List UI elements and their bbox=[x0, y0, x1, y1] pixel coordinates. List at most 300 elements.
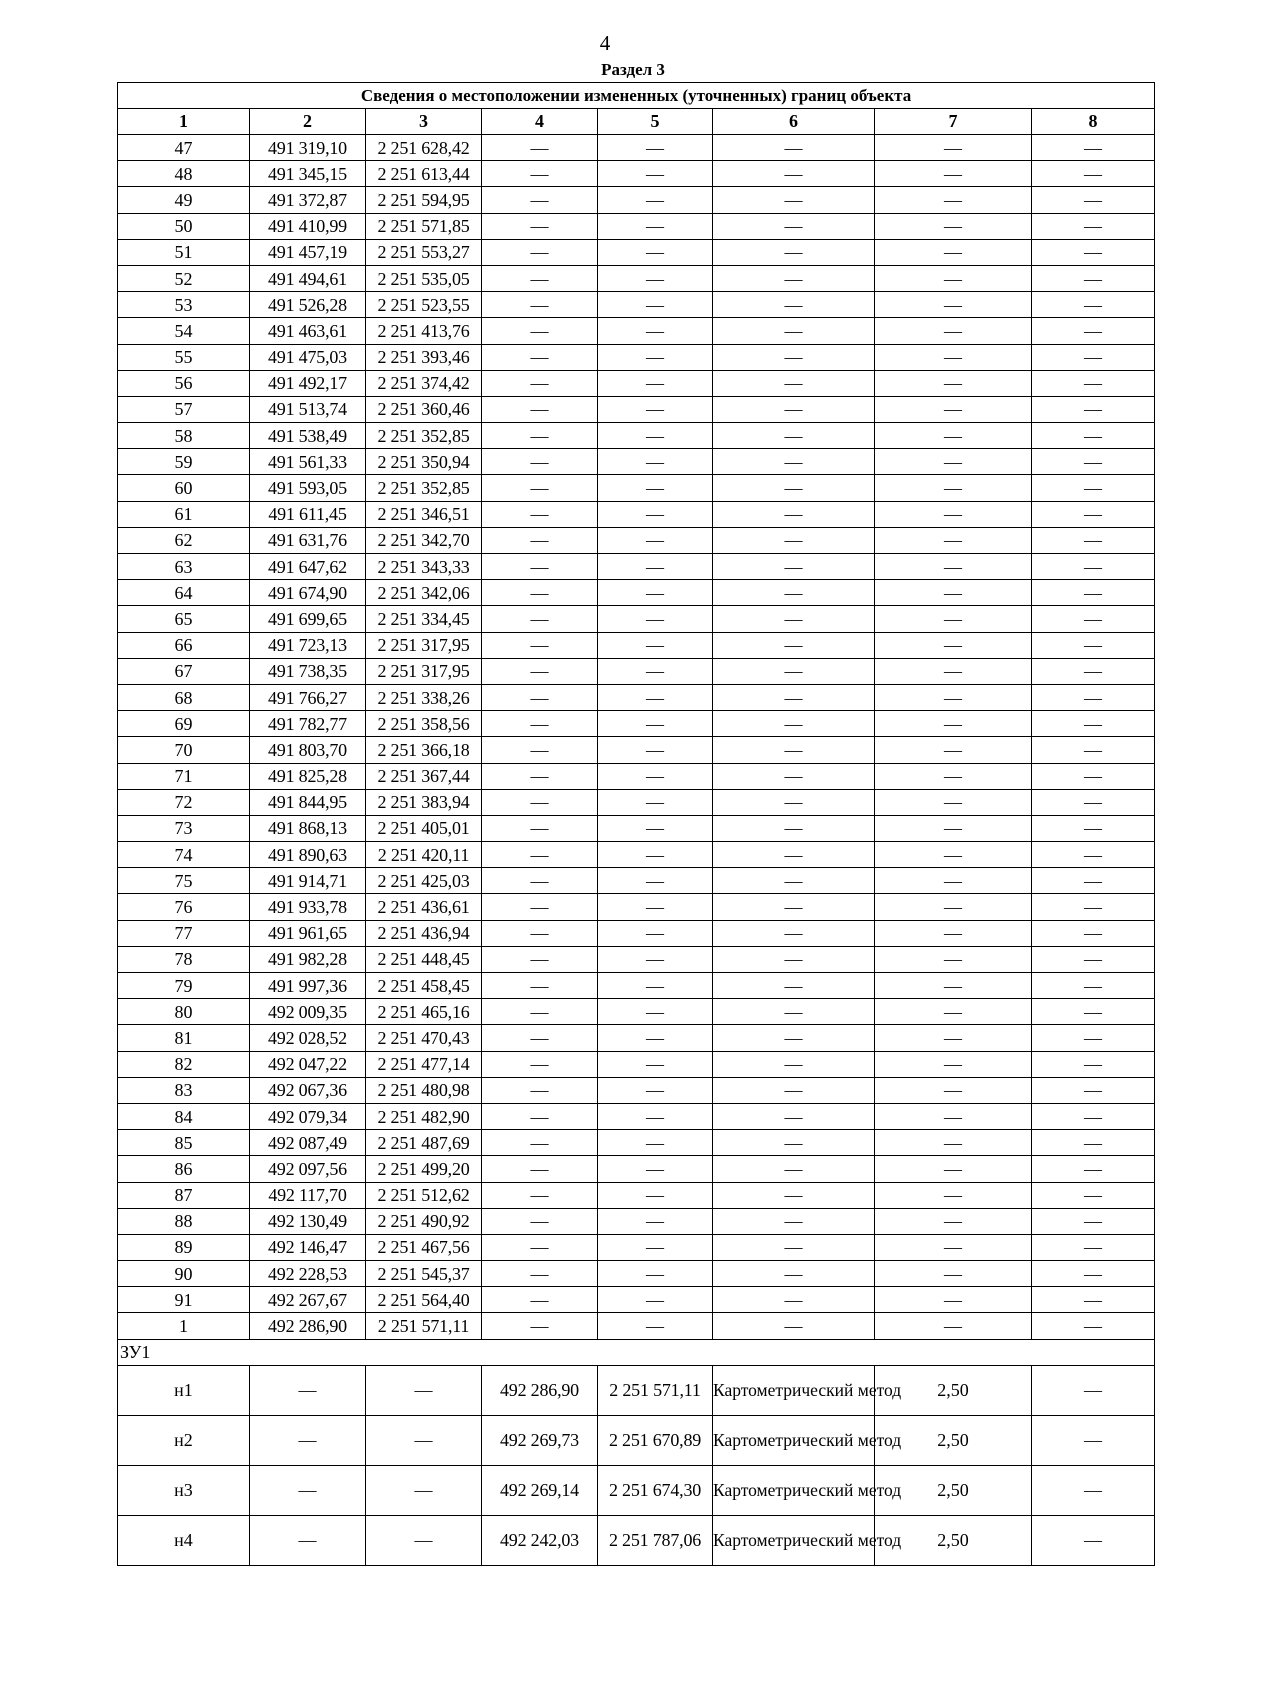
table-row bbox=[118, 1051, 1155, 1077]
empty-cell-dash: — bbox=[598, 213, 713, 239]
empty-cell-dash: — bbox=[713, 737, 875, 763]
x-coordinate: 491 463,61 bbox=[250, 318, 366, 344]
table-row bbox=[118, 580, 1155, 606]
table-row bbox=[118, 606, 1155, 632]
empty-cell-dash: — bbox=[482, 213, 598, 239]
empty-cell-dash: — bbox=[713, 973, 875, 999]
empty-cell-dash: — bbox=[713, 1313, 875, 1339]
point-number: 60 bbox=[118, 475, 250, 501]
table-row bbox=[118, 842, 1155, 868]
empty-cell-dash: — bbox=[713, 1025, 875, 1051]
section-title: Раздел 3 bbox=[601, 60, 665, 79]
empty-cell-dash: — bbox=[1032, 815, 1155, 841]
empty-cell-dash: — bbox=[713, 946, 875, 972]
empty-cell-dash: — bbox=[482, 161, 598, 187]
table-row bbox=[118, 1182, 1155, 1208]
point-number: 72 bbox=[118, 789, 250, 815]
empty-cell-dash: — bbox=[875, 318, 1032, 344]
table-row bbox=[118, 999, 1155, 1025]
table-row bbox=[118, 920, 1155, 946]
empty-cell-dash: — bbox=[482, 135, 598, 161]
y-coordinate: 2 251 553,27 bbox=[366, 239, 482, 265]
empty-cell-dash: — bbox=[713, 344, 875, 370]
empty-cell-dash: — bbox=[1032, 1234, 1155, 1260]
empty-cell-dash: — bbox=[482, 1077, 598, 1103]
empty-cell-dash: — bbox=[875, 763, 1032, 789]
empty-cell-dash: — bbox=[875, 527, 1032, 553]
empty-cell-dash: — bbox=[366, 1365, 482, 1415]
new-y-coordinate: 2 251 670,89 bbox=[598, 1415, 713, 1465]
accuracy: 2,50 bbox=[875, 1465, 1032, 1515]
empty-cell-dash: — bbox=[1032, 868, 1155, 894]
empty-cell-dash: — bbox=[713, 632, 875, 658]
y-coordinate: 2 251 564,40 bbox=[366, 1287, 482, 1313]
empty-cell-dash: — bbox=[1032, 946, 1155, 972]
determination-method: Картометрический метод bbox=[713, 1415, 875, 1465]
empty-cell-dash: — bbox=[875, 1313, 1032, 1339]
table-row bbox=[118, 1465, 1155, 1515]
empty-cell-dash: — bbox=[482, 737, 598, 763]
empty-cell-dash: — bbox=[713, 868, 875, 894]
y-coordinate: 2 251 343,33 bbox=[366, 554, 482, 580]
empty-cell-dash: — bbox=[713, 423, 875, 449]
empty-cell-dash: — bbox=[875, 1130, 1032, 1156]
empty-cell-dash: — bbox=[482, 684, 598, 710]
empty-cell-dash: — bbox=[482, 894, 598, 920]
x-coordinate: 492 267,67 bbox=[250, 1287, 366, 1313]
x-coordinate: 492 009,35 bbox=[250, 999, 366, 1025]
y-coordinate: 2 251 317,95 bbox=[366, 632, 482, 658]
point-number: 75 bbox=[118, 868, 250, 894]
point-number: 90 bbox=[118, 1261, 250, 1287]
empty-cell-dash: — bbox=[598, 554, 713, 580]
y-coordinate: 2 251 470,43 bbox=[366, 1025, 482, 1051]
y-coordinate: 2 251 413,76 bbox=[366, 318, 482, 344]
empty-cell-dash: — bbox=[598, 1025, 713, 1051]
empty-cell-dash: — bbox=[482, 423, 598, 449]
empty-cell-dash: — bbox=[598, 580, 713, 606]
y-coordinate: 2 251 352,85 bbox=[366, 423, 482, 449]
empty-cell-dash: — bbox=[598, 815, 713, 841]
point-number: 59 bbox=[118, 449, 250, 475]
y-coordinate: 2 251 458,45 bbox=[366, 973, 482, 999]
x-coordinate: 491 738,35 bbox=[250, 658, 366, 684]
point-number: 91 bbox=[118, 1287, 250, 1313]
table-row bbox=[118, 711, 1155, 737]
point-number: 84 bbox=[118, 1103, 250, 1129]
point-number: 58 bbox=[118, 423, 250, 449]
empty-cell-dash: — bbox=[482, 265, 598, 291]
empty-cell-dash: — bbox=[1032, 527, 1155, 553]
table-row bbox=[118, 789, 1155, 815]
empty-cell-dash: — bbox=[875, 737, 1032, 763]
accuracy: 2,50 bbox=[875, 1415, 1032, 1465]
table-row bbox=[118, 213, 1155, 239]
y-coordinate: 2 251 628,42 bbox=[366, 135, 482, 161]
x-coordinate: 492 028,52 bbox=[250, 1025, 366, 1051]
empty-cell-dash: — bbox=[598, 449, 713, 475]
empty-cell-dash: — bbox=[1032, 606, 1155, 632]
table-body bbox=[118, 135, 1155, 1566]
empty-cell-dash: — bbox=[713, 501, 875, 527]
empty-cell-dash: — bbox=[366, 1415, 482, 1465]
empty-cell-dash: — bbox=[875, 1234, 1032, 1260]
empty-cell-dash: — bbox=[713, 527, 875, 553]
empty-cell-dash: — bbox=[875, 1103, 1032, 1129]
empty-cell-dash: — bbox=[875, 894, 1032, 920]
empty-cell-dash: — bbox=[875, 396, 1032, 422]
empty-cell-dash: — bbox=[1032, 1051, 1155, 1077]
column-number: 4 bbox=[482, 109, 598, 135]
empty-cell-dash: — bbox=[713, 135, 875, 161]
group-label: ЗУ1 bbox=[118, 1339, 1155, 1365]
x-coordinate: 491 513,74 bbox=[250, 396, 366, 422]
y-coordinate: 2 251 535,05 bbox=[366, 265, 482, 291]
x-coordinate: 492 047,22 bbox=[250, 1051, 366, 1077]
empty-cell-dash: — bbox=[713, 1287, 875, 1313]
empty-cell-dash: — bbox=[482, 501, 598, 527]
accuracy: 2,50 bbox=[875, 1365, 1032, 1415]
empty-cell-dash: — bbox=[482, 711, 598, 737]
empty-cell-dash: — bbox=[1032, 554, 1155, 580]
x-coordinate: 491 997,36 bbox=[250, 973, 366, 999]
empty-cell-dash: — bbox=[875, 1208, 1032, 1234]
x-coordinate: 491 319,10 bbox=[250, 135, 366, 161]
y-coordinate: 2 251 366,18 bbox=[366, 737, 482, 763]
empty-cell-dash: — bbox=[482, 1182, 598, 1208]
y-coordinate: 2 251 374,42 bbox=[366, 370, 482, 396]
empty-cell-dash: — bbox=[482, 1234, 598, 1260]
accuracy: 2,50 bbox=[875, 1515, 1032, 1565]
empty-cell-dash: — bbox=[1032, 920, 1155, 946]
y-coordinate: 2 251 317,95 bbox=[366, 658, 482, 684]
empty-cell-dash: — bbox=[713, 1234, 875, 1260]
empty-cell-dash: — bbox=[1032, 789, 1155, 815]
empty-cell-dash: — bbox=[713, 920, 875, 946]
empty-cell-dash: — bbox=[482, 999, 598, 1025]
y-coordinate: 2 251 594,95 bbox=[366, 187, 482, 213]
table-row bbox=[118, 894, 1155, 920]
table-row bbox=[118, 946, 1155, 972]
empty-cell-dash: — bbox=[598, 135, 713, 161]
x-coordinate: 491 674,90 bbox=[250, 580, 366, 606]
point-number: н1 bbox=[118, 1365, 250, 1415]
point-number: 74 bbox=[118, 842, 250, 868]
empty-cell-dash: — bbox=[713, 1130, 875, 1156]
empty-cell-dash: — bbox=[1032, 370, 1155, 396]
point-number: 71 bbox=[118, 763, 250, 789]
empty-cell-dash: — bbox=[875, 999, 1032, 1025]
empty-cell-dash: — bbox=[1032, 580, 1155, 606]
table-row bbox=[118, 1261, 1155, 1287]
point-number: 81 bbox=[118, 1025, 250, 1051]
point-number: 52 bbox=[118, 265, 250, 291]
point-number: 85 bbox=[118, 1130, 250, 1156]
empty-cell-dash: — bbox=[598, 396, 713, 422]
empty-cell-dash: — bbox=[713, 1051, 875, 1077]
point-number: 51 bbox=[118, 239, 250, 265]
empty-cell-dash: — bbox=[482, 318, 598, 344]
x-coordinate: 491 526,28 bbox=[250, 292, 366, 318]
empty-cell-dash: — bbox=[482, 632, 598, 658]
table-row bbox=[118, 815, 1155, 841]
empty-cell-dash: — bbox=[875, 1261, 1032, 1287]
empty-cell-dash: — bbox=[875, 370, 1032, 396]
y-coordinate: 2 251 477,14 bbox=[366, 1051, 482, 1077]
table-row bbox=[118, 868, 1155, 894]
empty-cell-dash: — bbox=[713, 213, 875, 239]
column-number: 2 bbox=[250, 109, 366, 135]
empty-cell-dash: — bbox=[598, 318, 713, 344]
empty-cell-dash: — bbox=[1032, 632, 1155, 658]
empty-cell-dash: — bbox=[875, 946, 1032, 972]
point-number: 49 bbox=[118, 187, 250, 213]
empty-cell-dash: — bbox=[1032, 1025, 1155, 1051]
empty-cell-dash: — bbox=[1032, 1130, 1155, 1156]
empty-cell-dash: — bbox=[1032, 1182, 1155, 1208]
point-number: 78 bbox=[118, 946, 250, 972]
empty-cell-dash: — bbox=[1032, 1077, 1155, 1103]
x-coordinate: 491 475,03 bbox=[250, 344, 366, 370]
table-row bbox=[118, 396, 1155, 422]
y-coordinate: 2 251 393,46 bbox=[366, 344, 482, 370]
empty-cell-dash: — bbox=[598, 1234, 713, 1260]
empty-cell-dash: — bbox=[713, 1182, 875, 1208]
table-row bbox=[118, 658, 1155, 684]
empty-cell-dash: — bbox=[1032, 213, 1155, 239]
empty-cell-dash: — bbox=[482, 187, 598, 213]
empty-cell-dash: — bbox=[598, 894, 713, 920]
table-row bbox=[118, 1077, 1155, 1103]
y-coordinate: 2 251 487,69 bbox=[366, 1130, 482, 1156]
empty-cell-dash: — bbox=[875, 292, 1032, 318]
empty-cell-dash: — bbox=[250, 1515, 366, 1565]
empty-cell-dash: — bbox=[482, 763, 598, 789]
point-number: 48 bbox=[118, 161, 250, 187]
empty-cell-dash: — bbox=[875, 580, 1032, 606]
point-number: 63 bbox=[118, 554, 250, 580]
empty-cell-dash: — bbox=[482, 868, 598, 894]
empty-cell-dash: — bbox=[366, 1515, 482, 1565]
empty-cell-dash: — bbox=[598, 973, 713, 999]
empty-cell-dash: — bbox=[713, 554, 875, 580]
y-coordinate: 2 251 334,45 bbox=[366, 606, 482, 632]
empty-cell-dash: — bbox=[482, 396, 598, 422]
empty-cell-dash: — bbox=[1032, 501, 1155, 527]
empty-cell-dash: — bbox=[598, 684, 713, 710]
table-row bbox=[118, 370, 1155, 396]
table-row bbox=[118, 423, 1155, 449]
empty-cell-dash: — bbox=[482, 527, 598, 553]
empty-cell-dash: — bbox=[713, 606, 875, 632]
y-coordinate: 2 251 436,61 bbox=[366, 894, 482, 920]
x-coordinate: 492 097,56 bbox=[250, 1156, 366, 1182]
empty-cell-dash: — bbox=[482, 1103, 598, 1129]
point-number: 54 bbox=[118, 318, 250, 344]
y-coordinate: 2 251 358,56 bbox=[366, 711, 482, 737]
column-number: 5 bbox=[598, 109, 713, 135]
y-coordinate: 2 251 523,55 bbox=[366, 292, 482, 318]
empty-cell-dash: — bbox=[713, 396, 875, 422]
empty-cell-dash: — bbox=[1032, 894, 1155, 920]
empty-cell-dash: — bbox=[598, 842, 713, 868]
table-row bbox=[118, 527, 1155, 553]
empty-cell-dash: — bbox=[598, 475, 713, 501]
empty-cell-dash: — bbox=[1032, 1103, 1155, 1129]
empty-cell-dash: — bbox=[1032, 737, 1155, 763]
x-coordinate: 491 890,63 bbox=[250, 842, 366, 868]
empty-cell-dash: — bbox=[713, 842, 875, 868]
x-coordinate: 491 782,77 bbox=[250, 711, 366, 737]
table-row bbox=[118, 684, 1155, 710]
y-coordinate: 2 251 436,94 bbox=[366, 920, 482, 946]
x-coordinate: 491 803,70 bbox=[250, 737, 366, 763]
empty-cell-dash: — bbox=[1032, 999, 1155, 1025]
y-coordinate: 2 251 448,45 bbox=[366, 946, 482, 972]
table-row bbox=[118, 1365, 1155, 1415]
empty-cell-dash: — bbox=[875, 449, 1032, 475]
empty-cell-dash: — bbox=[598, 501, 713, 527]
empty-cell-dash: — bbox=[598, 658, 713, 684]
empty-cell-dash: — bbox=[1032, 344, 1155, 370]
empty-cell-dash: — bbox=[598, 606, 713, 632]
empty-cell-dash: — bbox=[713, 1156, 875, 1182]
empty-cell-dash: — bbox=[713, 239, 875, 265]
empty-cell-dash: — bbox=[598, 1103, 713, 1129]
point-number: 61 bbox=[118, 501, 250, 527]
y-coordinate: 2 251 342,06 bbox=[366, 580, 482, 606]
table-row bbox=[118, 1234, 1155, 1260]
empty-cell-dash: — bbox=[482, 815, 598, 841]
empty-cell-dash: — bbox=[598, 1077, 713, 1103]
empty-cell-dash: — bbox=[250, 1415, 366, 1465]
empty-cell-dash: — bbox=[482, 370, 598, 396]
x-coordinate: 491 494,61 bbox=[250, 265, 366, 291]
point-number: 77 bbox=[118, 920, 250, 946]
table-row bbox=[118, 318, 1155, 344]
empty-cell-dash: — bbox=[875, 658, 1032, 684]
point-number: 66 bbox=[118, 632, 250, 658]
point-number: н3 bbox=[118, 1465, 250, 1515]
empty-cell-dash: — bbox=[875, 1025, 1032, 1051]
empty-cell-dash: — bbox=[598, 632, 713, 658]
x-coordinate: 492 146,47 bbox=[250, 1234, 366, 1260]
point-number: 86 bbox=[118, 1156, 250, 1182]
point-number: 64 bbox=[118, 580, 250, 606]
table-row bbox=[118, 1415, 1155, 1465]
empty-cell-dash: — bbox=[482, 973, 598, 999]
point-number: 82 bbox=[118, 1051, 250, 1077]
empty-cell-dash: — bbox=[1032, 475, 1155, 501]
empty-cell-dash: — bbox=[875, 161, 1032, 187]
y-coordinate: 2 251 352,85 bbox=[366, 475, 482, 501]
empty-cell-dash: — bbox=[482, 946, 598, 972]
empty-cell-dash: — bbox=[482, 554, 598, 580]
determination-method: Картометрический метод bbox=[713, 1365, 875, 1415]
column-number: 8 bbox=[1032, 109, 1155, 135]
empty-cell-dash: — bbox=[875, 632, 1032, 658]
coordinates-table bbox=[117, 82, 1155, 1566]
x-coordinate: 492 130,49 bbox=[250, 1208, 366, 1234]
empty-cell-dash: — bbox=[1032, 396, 1155, 422]
y-coordinate: 2 251 338,26 bbox=[366, 684, 482, 710]
point-number: н4 bbox=[118, 1515, 250, 1565]
empty-cell-dash: — bbox=[1032, 239, 1155, 265]
empty-cell-dash: — bbox=[1032, 1365, 1155, 1415]
empty-cell-dash: — bbox=[713, 187, 875, 213]
empty-cell-dash: — bbox=[482, 1130, 598, 1156]
empty-cell-dash: — bbox=[598, 292, 713, 318]
empty-cell-dash: — bbox=[713, 711, 875, 737]
page-number: 4 bbox=[599, 31, 611, 55]
table-row bbox=[118, 292, 1155, 318]
empty-cell-dash: — bbox=[875, 265, 1032, 291]
empty-cell-dash: — bbox=[598, 161, 713, 187]
x-coordinate: 492 286,90 bbox=[250, 1313, 366, 1339]
table-row bbox=[118, 1287, 1155, 1313]
empty-cell-dash: — bbox=[482, 292, 598, 318]
empty-cell-dash: — bbox=[713, 449, 875, 475]
empty-cell-dash: — bbox=[598, 920, 713, 946]
table-row bbox=[118, 135, 1155, 161]
new-y-coordinate: 2 251 674,30 bbox=[598, 1465, 713, 1515]
empty-cell-dash: — bbox=[482, 475, 598, 501]
table-row bbox=[118, 161, 1155, 187]
table-row bbox=[118, 449, 1155, 475]
x-coordinate: 492 087,49 bbox=[250, 1130, 366, 1156]
table-row bbox=[118, 239, 1155, 265]
table-row bbox=[118, 187, 1155, 213]
y-coordinate: 2 251 346,51 bbox=[366, 501, 482, 527]
point-number: 73 bbox=[118, 815, 250, 841]
empty-cell-dash: — bbox=[875, 554, 1032, 580]
empty-cell-dash: — bbox=[1032, 763, 1155, 789]
empty-cell-dash: — bbox=[598, 1130, 713, 1156]
point-number: 56 bbox=[118, 370, 250, 396]
x-coordinate: 492 067,36 bbox=[250, 1077, 366, 1103]
empty-cell-dash: — bbox=[482, 658, 598, 684]
table-row bbox=[118, 475, 1155, 501]
empty-cell-dash: — bbox=[875, 1156, 1032, 1182]
empty-cell-dash: — bbox=[482, 1313, 598, 1339]
empty-cell-dash: — bbox=[1032, 449, 1155, 475]
empty-cell-dash: — bbox=[875, 815, 1032, 841]
empty-cell-dash: — bbox=[1032, 1287, 1155, 1313]
empty-cell-dash: — bbox=[366, 1465, 482, 1515]
empty-cell-dash: — bbox=[482, 1261, 598, 1287]
y-coordinate: 2 251 499,20 bbox=[366, 1156, 482, 1182]
table-row bbox=[118, 1156, 1155, 1182]
empty-cell-dash: — bbox=[875, 135, 1032, 161]
point-number: 65 bbox=[118, 606, 250, 632]
empty-cell-dash: — bbox=[713, 1077, 875, 1103]
y-coordinate: 2 251 350,94 bbox=[366, 449, 482, 475]
empty-cell-dash: — bbox=[598, 239, 713, 265]
y-coordinate: 2 251 420,11 bbox=[366, 842, 482, 868]
y-coordinate: 2 251 465,16 bbox=[366, 999, 482, 1025]
empty-cell-dash: — bbox=[598, 1208, 713, 1234]
empty-cell-dash: — bbox=[482, 920, 598, 946]
y-coordinate: 2 251 512,62 bbox=[366, 1182, 482, 1208]
empty-cell-dash: — bbox=[875, 842, 1032, 868]
empty-cell-dash: — bbox=[598, 737, 713, 763]
empty-cell-dash: — bbox=[482, 1156, 598, 1182]
point-number: 69 bbox=[118, 711, 250, 737]
x-coordinate: 491 457,19 bbox=[250, 239, 366, 265]
point-number: 70 bbox=[118, 737, 250, 763]
empty-cell-dash: — bbox=[598, 999, 713, 1025]
new-x-coordinate: 492 242,03 bbox=[482, 1515, 598, 1565]
